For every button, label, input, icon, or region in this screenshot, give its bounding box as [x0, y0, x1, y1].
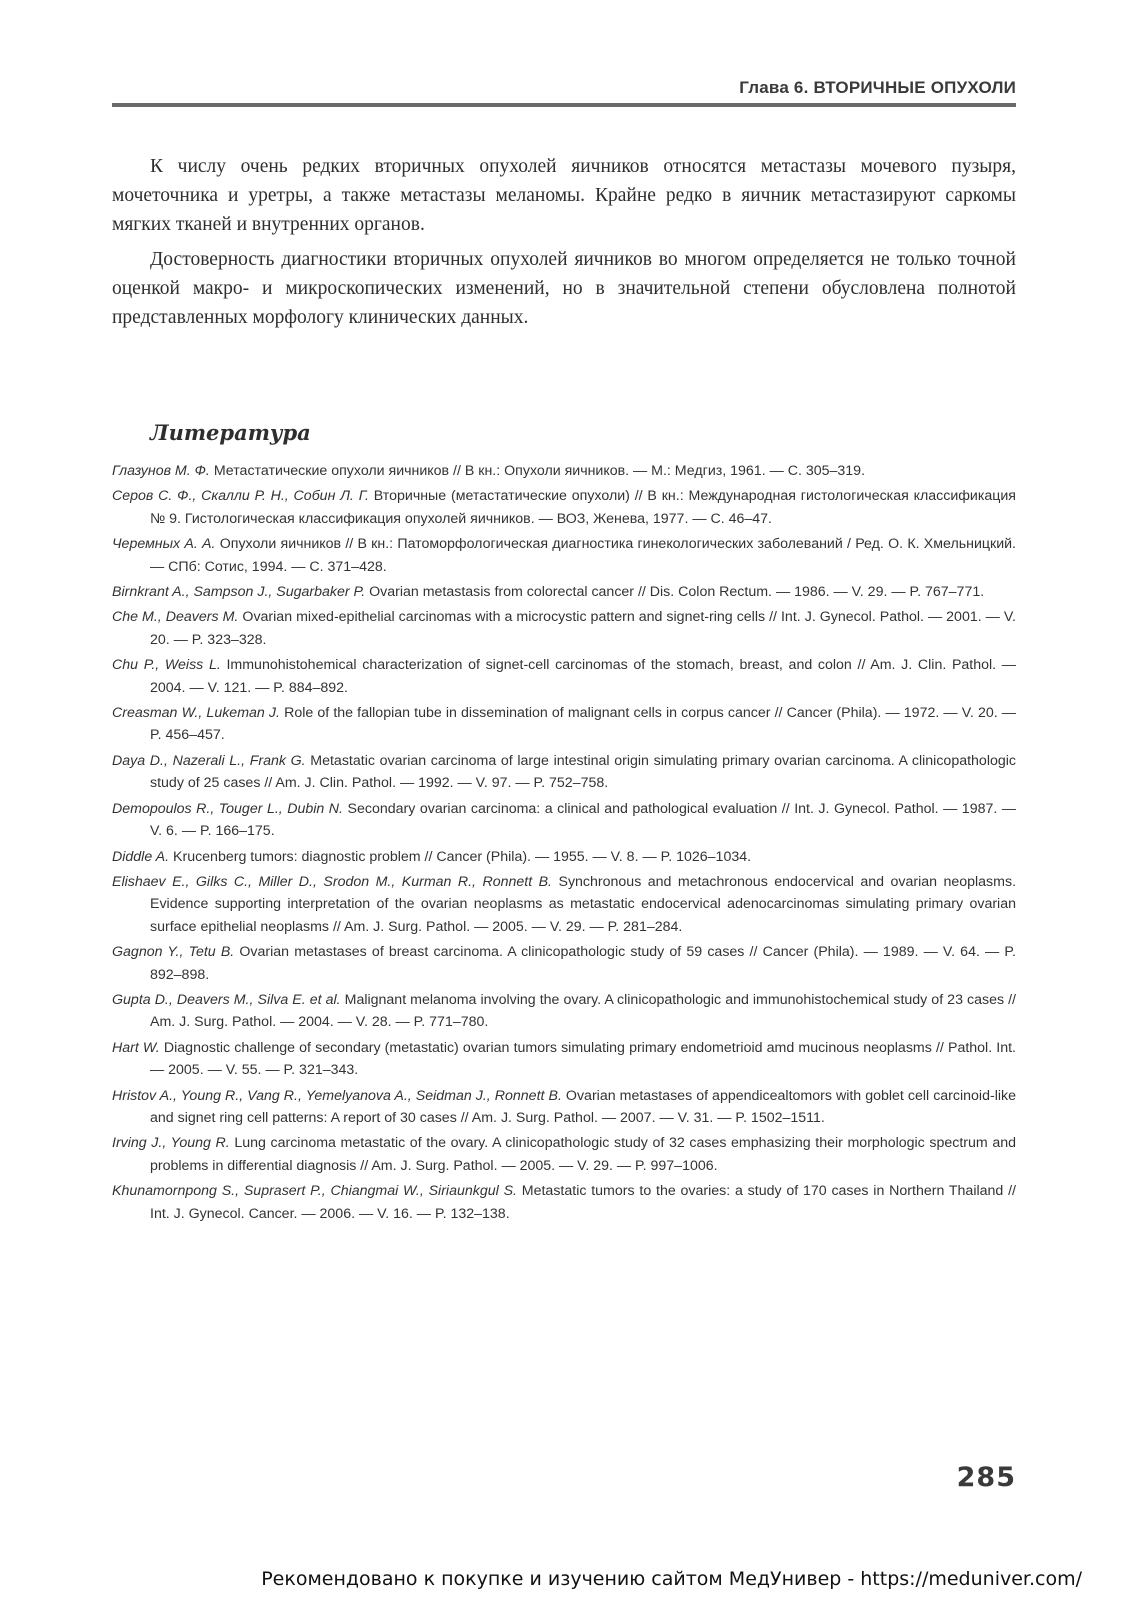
reference-authors: Demopoulos R., Touger L., Dubin N. — [112, 800, 343, 817]
reference-text: Malignant melanoma involving the ovary. A clinicopathologic and immunohistochemical study of 23 cases // Am. J. Surg. Pathol. — 2004. — V. 28. — P. 771–780. — [150, 991, 1016, 1031]
reference-item — [112, 871, 1016, 938]
reference-item — [112, 798, 1016, 843]
reference-text: Ovarian metastases of breast carcinoma. A clinicopathologic study of 59 cases // Cancer (Phila). — 1989. — V. 64. — P. 892–898. — [150, 944, 1016, 983]
reference-authors: Creasman W., Lukeman J. — [112, 705, 280, 722]
reference-text: Метастатические опухоли яичников // В кн.: Опухоли яичников. — М.: Медгиз, 1961. — С. 305–319. — [213, 463, 866, 479]
reference-text: Metastatic ovarian carcinoma of large intestinal origin simulating primary ovarian carcinoma. A clinicopathologic study of 25 cases // Am. J. Clin. Pathol. — 1992. — V. 97. — P. 752–758. — [150, 752, 1016, 792]
reference-item — [112, 1085, 1016, 1130]
reference-authors: Gagnon Y., Tetu B. — [112, 944, 235, 961]
reference-item — [112, 750, 1016, 795]
paragraph: К числу очень редких вторичных опухолей яичников относятся метастазы мочевого пузыря, мочеточника и уретры, а также метастазы меланомы. Крайне редко в яичник метастазируют саркомы мягких тканей и внутренних органов. — [112, 156, 1016, 235]
reference-authors: Глазунов М. Ф. — [112, 463, 210, 479]
chapter-number: Глава 6. — [739, 78, 809, 97]
reference-text: Krucenberg tumors: diagnostic problem // Cancer (Phila). — 1955. — V. 8. — P. 1026–1034. — [173, 848, 752, 865]
reference-text: Immunohistohemical characterization of signet-cell carcinomas of the stomach, breast, and colon // Am. J. Clin. Pathol. — 2004. — V. 121. — P. 884–892. — [150, 657, 1016, 696]
reference-item — [112, 1180, 1016, 1225]
reference-item — [112, 941, 1016, 986]
watermark-text: Рекомендовано к покупке и изучению сайтом МедУнивер - https://meduniver.com/ — [261, 1568, 1082, 1590]
reference-item — [112, 533, 1016, 578]
reference-item — [112, 485, 1016, 530]
reference-authors: Daya D., Nazerali L., Frank G. — [112, 752, 306, 769]
reference-authors: Серов С. Ф., Скалли Р. Н., Собин Л. Г. — [112, 488, 369, 505]
reference-authors: Diddle A. — [112, 848, 170, 865]
reference-authors: Khunamornpong S., Suprasert P., Chiangmai W., Siriaunkgul S. — [112, 1183, 517, 1200]
reference-authors: Chu P., Weiss L. — [112, 657, 221, 674]
reference-authors: Черемных А. А. — [112, 536, 216, 553]
reference-authors: Irving J., Young R. — [112, 1135, 230, 1152]
paragraph: Достоверность диагностики вторичных опухолей яичников во многом определяется не только точной оценкой макро- и микроскопических изменений, но в значительной степени обусловлена полнотой представленных морфологу клинических данных. — [112, 249, 1016, 328]
chapter-name: ВТОРИЧНЫЕ ОПУХОЛИ — [813, 78, 1016, 97]
reference-item — [112, 1132, 1016, 1177]
reference-list — [112, 460, 1016, 1228]
reference-text: Ovarian metastases of appendicealtomors with goblet cell carcinoid-like and signet ring cell patterns: A report of 30 cases // Am. J. Surg. Pathol. — 2007. — V. 31. — P. 1502–1511. — [150, 1087, 1016, 1126]
literature-heading: Литература — [150, 420, 311, 445]
reference-item — [112, 606, 1016, 651]
page-number: 285 — [956, 1462, 1016, 1493]
reference-text: Diagnostic challenge of secondary (metastatic) ovarian tumors simulating primary endometrioid amd mucinous neoplasms // Pathol. Int. — 2005. — V. 55. — P. 321–343. — [150, 1039, 1016, 1079]
running-header — [112, 72, 1016, 104]
reference-text: Metastatic tumors to the ovaries: a study of 170 cases in Northern Thailand // Int. J. Gynecol. Cancer. — 2006. — V. 16. — P. 132–138. — [150, 1183, 1016, 1222]
reference-authors: Elishaev E., Gilks C., Miller D., Srodon M., Kurman R., Ronnett B. — [112, 873, 553, 890]
reference-text: Ovarian mixed-epithelial carcinomas with a microcystic pattern and signet-ring cells // Int. J. Gynecol. Pathol. — 2001. — V. 20. — P. 323–328. — [150, 609, 1016, 648]
reference-item — [112, 989, 1016, 1034]
reference-text: Ovarian metastasis from colorectal cancer // Dis. Colon Rectum. — 1986. — V. 29. — P. 767–771. — [369, 584, 985, 601]
reference-authors: Hristov A., Young R., Vang R., Yemelyanova A., Seidman J., Ronnett B. — [112, 1087, 562, 1104]
body-text — [112, 152, 1016, 338]
reference-item — [112, 460, 1016, 482]
reference-text: Lung carcinoma metastatic of the ovary. A clinicopathologic study of 32 cases emphasizing their morphologic spectrum and problems in differential diagnosis // Am. J. Surg. Pathol. — 2005. — V. 29. — P. 997–1006. — [150, 1135, 1017, 1174]
header-rule — [112, 103, 1016, 107]
reference-text: Synchronous and metachronous endocervical and ovarian neoplasms. Evidence supporting interpretation of the ovarian neoplasms as metastatic endocervical adenocarcinomas simulating primary ovarian surface epithelial neoplasms // Am. J. Surg. Pathol. — 2005. — V. 29. — P. 281–284. — [150, 873, 1017, 935]
reference-authors: Gupta D., Deavers M., Silva E. et al. — [112, 991, 341, 1008]
chapter-title — [739, 78, 1016, 98]
reference-item — [112, 846, 1016, 868]
reference-authors: Birnkrant A., Sampson J., Sugarbaker P. — [112, 584, 366, 601]
reference-text: Вторичные (метастатические опухоли) // В кн.: Международная гистологическая классификация № 9. Гистологическая классификация опухолей яичников. — ВОЗ, Женева, 1977. — С. 46–47. — [150, 488, 1016, 527]
reference-text: Secondary ovarian carcinoma: a clinical and pathological evaluation // Int. J. Gynecol. Pathol. — 1987. — V. 6. — P. 166–175. — [150, 800, 1017, 840]
reference-text: Role of the fallopian tube in dissemination of malignant cells in corpus cancer // Cancer (Phila). — 1972. — V. 20. — P. 456–457. — [150, 705, 1016, 744]
reference-item — [112, 1037, 1016, 1082]
reference-item — [112, 581, 1016, 603]
reference-authors: Hart W. — [112, 1039, 160, 1056]
reference-item — [112, 654, 1016, 699]
reference-text: Опухоли яичников // В кн.: Патоморфологическая диагностика гинекологических заболеваний / Ред. О. К. Хмельницкий. — СПб: Сотис, 1994. — С. 371–428. — [150, 536, 1016, 575]
reference-authors: Che M., Deavers M. — [112, 609, 239, 626]
reference-item — [112, 702, 1016, 747]
